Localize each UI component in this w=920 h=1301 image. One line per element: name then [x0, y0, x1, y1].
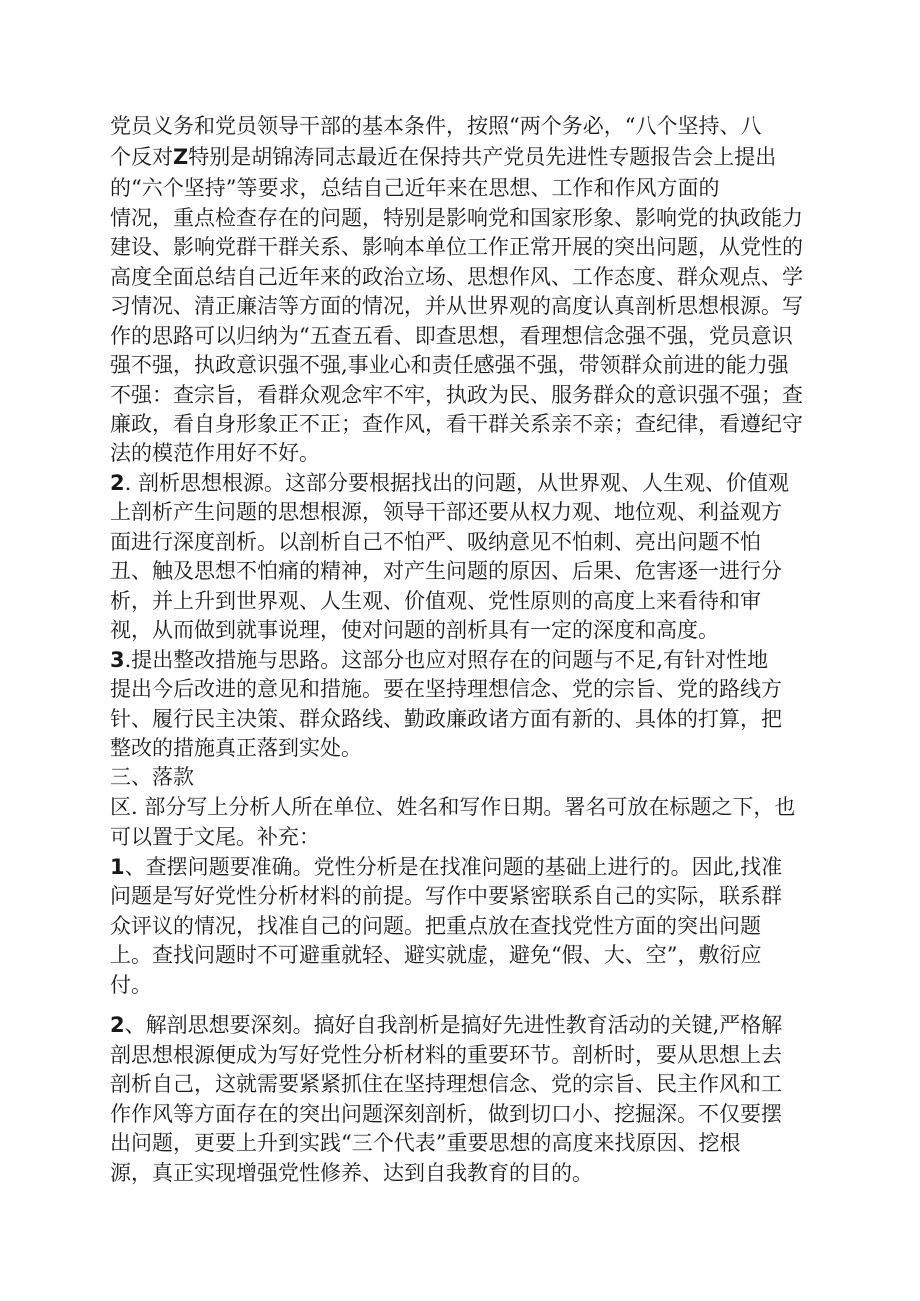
item-number: 3: [110, 648, 125, 672]
text-line: 法的模范作用好不好。: [110, 441, 320, 465]
text-line: 廉政，看自身形象正不正；查作风，看干群关系亲不亲；查纪律，看遵纪守: [110, 412, 803, 436]
list-item-3: [110, 645, 768, 675]
text-line: 的“六个坚持”等要求，总结自己近年来在思想、工作和作风方面的: [110, 176, 720, 200]
text-fragment: 特别是胡锦涛同志最近在保持共产党员先进性专题报告会上提出: [188, 145, 777, 169]
text-line: 析，并上升到世界观、人生观、价值观、党性原则的高度上来看待和审: [110, 589, 761, 613]
text-line: 丑、触及思想不怕痛的精神，对产生问题的原因、后果、危害逐一进行分: [110, 559, 782, 583]
text-line: 众评议的情况，找准自己的问题。把重点放在查找党性方面的突出问题: [110, 914, 761, 938]
text-line: 作的思路可以归纳为“五查五看、即查思想，看理想信念强不强，党员意识: [110, 324, 793, 348]
text-line: 习情况、清正廉洁等方面的情况，并从世界观的高度认真剖析思想根源。写: [110, 294, 803, 318]
bold-letter: Z: [173, 145, 189, 169]
section-heading: 三、落款: [110, 765, 194, 789]
text-fragment: 个反对: [110, 145, 173, 169]
text-fragment: . 剖析思想根源。这部分要根据找出的问题，从世界观、人生观、价值观: [124, 471, 789, 495]
text-line: 剖思想根源便成为写好党性分析材料的重要环节。剖析时，要从思想上去: [110, 1043, 782, 1067]
text-line: 党员义务和党员领导干部的基本条件，按照“两个务必，“八个坚持、八: [110, 114, 762, 138]
text-line: 剖析自己，这就需要紧紧抓住在坚持理想信念、党的宗旨、民主作风和工: [110, 1072, 782, 1096]
text-line: 出问题，更要上升到实践“三个代表”重要思想的高度来找原因、挖根: [110, 1131, 741, 1155]
text-line: 上。查找问题时不可避重就轻、避实就虚，避免“假、大、空”，敷衍应: [110, 943, 762, 967]
text-line: 情况，重点检查存在的问题，特别是影响党和国家形象、影响党的执政能力: [110, 206, 803, 230]
text-line: 区. 部分写上分析人所在单位、姓名和写作日期。署名可放在标题之下，也: [110, 795, 796, 819]
text-line: 付。: [110, 973, 152, 997]
text-line: 上剖析产生问题的思想根源，领导干部还要从权力观、地位观、利益观方: [110, 500, 782, 524]
text-line: 问题是写好党性分析材料的前提。写作中要紧密联系自己的实际，联系群: [110, 884, 782, 908]
text-line: 不强：查宗旨，看群众观念牢不牢，执政为民、服务群众的意识强不强；查: [110, 383, 803, 407]
item-number: 1: [110, 855, 125, 879]
text-line: 面进行深度剖析。以剖析自己不怕严、吸纳意见不怕刺、亮出问题不怕: [110, 530, 761, 554]
text-line: 源，真正实现增强党性修养、达到自我教育的目的。: [110, 1161, 593, 1185]
text-line: 整改的措施真正落到实处。: [110, 736, 362, 760]
text-line: 视，从而做到就事说理，使对问题的剖析具有一定的深度和高度。: [110, 618, 719, 642]
supplement-item-2: [110, 1010, 782, 1040]
text-line: 建设、影响党群干群关系、影响本单位工作正常开展的突出问题，从党性的: [110, 235, 803, 259]
text-line: 强不强，执政意识强不强,事业心和责任感强不强，带领群众前进的能力强: [110, 353, 789, 377]
text-line: 提出今后改进的意见和措施。要在坚持理想信念、党的宗旨、党的路线方: [110, 677, 782, 701]
text-line: [110, 142, 776, 172]
text-line: 可以置于文尾。补充：: [110, 825, 320, 849]
text-fragment: .提出整改措施与思路。这部分也应对照存在的问题与不足,有针对性地: [124, 648, 768, 672]
item-number: 2: [110, 1013, 125, 1037]
supplement-item-1: [110, 852, 782, 882]
text-line: 高度全面总结自己近年来的政治立场、思想作风、工作态度、群众观点、学: [110, 265, 803, 289]
list-item-2: [110, 468, 789, 498]
text-fragment: 、查摆问题要准确。党性分析是在找准问题的基础上进行的。因此,找准: [124, 855, 783, 879]
text-line: 作作风等方面存在的突出问题深刻剖析，做到切口小、挖掘深。不仅要摆: [110, 1102, 782, 1126]
text-fragment: 、解剖思想要深刻。搞好自我剖析是搞好先进性教育活动的关键,严格解: [124, 1013, 783, 1037]
text-line: 针、履行民主决策、群众路线、勤政廉政诸方面有新的、具体的打算，把: [110, 707, 782, 731]
item-number: 2: [110, 471, 125, 495]
